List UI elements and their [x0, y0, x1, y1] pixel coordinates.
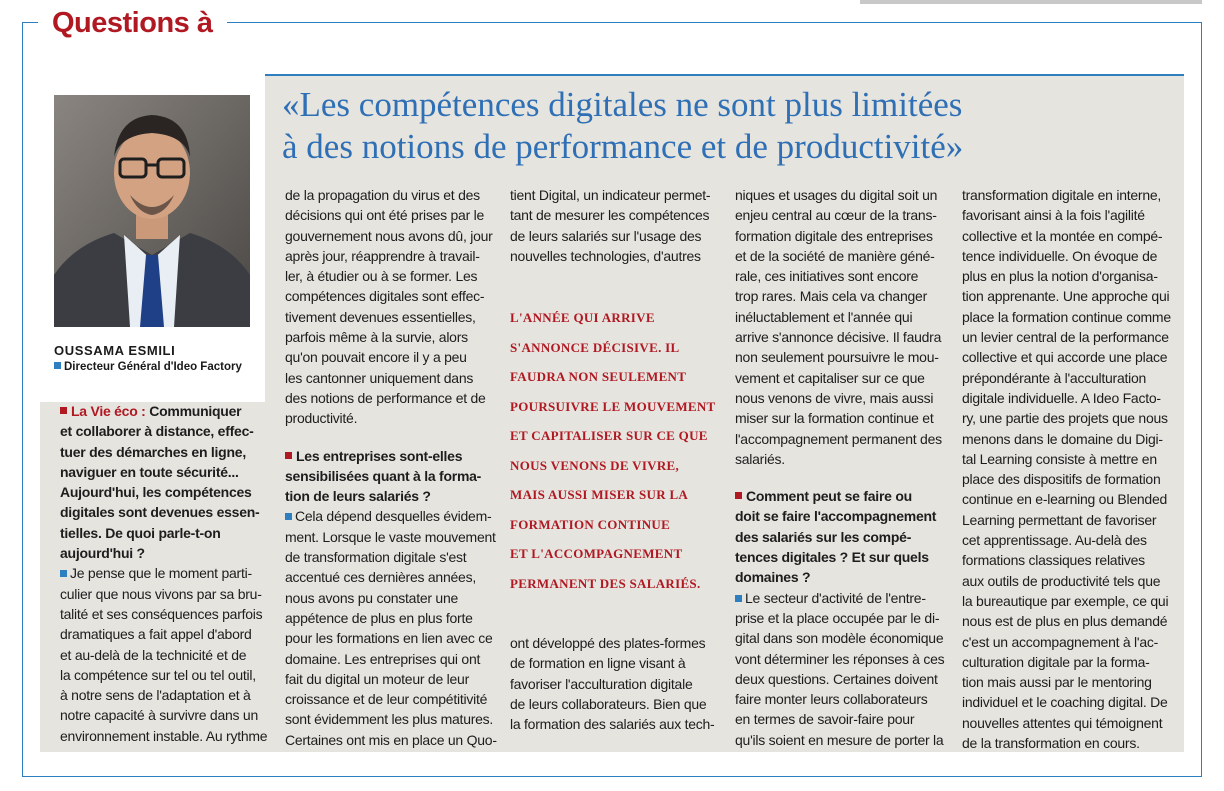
headline-rule [265, 74, 1184, 76]
answer-3: Le secteur d'activité de l'entre- prise et la place occupée par le di- gital dans son modèle économique vont déterminer les réponses à ces deux questions. Certaines doivent faire monter leurs collaborateurs en termes de savoir-faire pour qu'ils soient en mesure de porter la [735, 589, 945, 748]
interviewee-role: Directeur Général d'Ideo Factory [54, 361, 242, 373]
square-bullet-icon [735, 492, 742, 499]
square-bullet-icon [60, 407, 67, 414]
answer-2: Cela dépend desquelles évidem- ment. Lorsque le vaste mouvement de transformation digitale s'est accentué ces dernières années, nous avons pu constater une appétence de plus en plus forte pour les formations en lien avec ce domaine. Les entreprises qui ont fait du digital un moteur de leur croissance et de leur compétitivité sont évidemment les plus matures. Certaines ont mis en place un Quo- [285, 508, 497, 748]
portrait-illustration [54, 95, 250, 327]
headline [282, 84, 1162, 168]
pull-quote: L'ANNÉE QUI ARRIVE S'ANNONCE DÉCISIVE. IL FAUDRA NON SEULEMENT POURSUIVRE LE MOUVEMENT ET CAPITALISER SUR CE QUE NOUS VENONS DE VIVRE, MAIS AUSSI MISER SUR LA FORMATION CONTINUE ET L'ACCOMPAGNEMENT PERMANENT DES SALARIÉS. [510, 310, 716, 591]
question-2: Les entreprises sont-elles sensibilisées quant à la forma- tion de leurs salariés ? [285, 447, 482, 505]
portrait-photo [54, 95, 250, 327]
interviewee-name: OUSSAMA ESMILI [54, 343, 176, 358]
section-title: Questions à [38, 6, 227, 40]
magazine-tag: La Vie éco : [71, 403, 146, 419]
answer-2-continued: niques et usages du digital soit un enjeu central au cœur de la trans- formation digitale des entreprises et de la société de manière géné- rale, ces initiatives sont encore trop rares. Mais cela va changer inéluctablement et l'année qui arrive s'annonce décisive. Il faudra non seulement poursuivre le mou- vement et capitaliser sur ce que nous venons de vivre, mais aussi miser sur la formation continue et l'accompagnement permanent des salariés. [735, 187, 942, 467]
column-2 [285, 185, 497, 750]
square-bullet-icon [60, 570, 67, 577]
answer-1-continued: de la propagation du virus et des décisions qui ont été prises par le gouvernement nous avons dû, jour après jour, réapprendre à travail- ler, à étudier ou à se former. Les compétences digitales sont effec- tivement devenues essentielles, parfois même à la survie, alors qu'on pouvait encore il y a peu les cantonner uniquement dans des notions de performance et de productivité. [285, 187, 493, 427]
column-1 [60, 401, 267, 746]
question-1: La Vie éco : Communiquer et collaborer à distance, effec- tuer des démarches en ligne, naviguer en toute sécurité... Aujourd'hui, les compétences digitales sont devenues essen- tielles. De quoi parle-t-on aujourd'hui ? [60, 403, 260, 562]
headline-line: «Les compétences digitales ne sont plus limitées [282, 85, 963, 124]
square-bullet-icon [285, 452, 292, 459]
question-3: Comment peut se faire ou doit se faire l'accompagnement des salariés sur les compé- tences digitales ? Et sur quels domaines ? [735, 488, 937, 586]
headline-line: à des notions de performance et de productivité» [282, 127, 964, 166]
square-bullet-icon [735, 595, 742, 602]
answer-1: Je pense que le moment parti- culier que nous vivons par sa bru- talité et ses conséquences parfois dramatiques a fait appel d'abord et au-delà de la technicité et de la compétence sur tel ou tel outil, à notre sens de l'adaptation et à notre capacité à survivre dans un environnement instable. Au rythme [60, 565, 268, 744]
column-4 [735, 185, 944, 750]
square-bullet-icon [54, 362, 61, 369]
square-bullet-icon [285, 513, 292, 520]
column-3-bottom: ont développé des plates-formes de formation en ligne visant à favoriser l'acculturation digitale de leurs collaborateurs. Bien que la formation des salariés aux tech- [510, 635, 715, 733]
column-5: transformation digitale en interne, favorisant ainsi à la fois l'agilité collective et la montée en compé- tence individuelle. On évoque de plus en plus la notion d'organisa- tion apprenante. Une approche qui place la formation continue comme un levier central de la performance collective et qui accorde une place prépondérante à l'acculturation digitale individuelle. A Ideo Facto- ry, une partie des projets que nous menons dans le domaine du Digi- tal Learning consiste à mettre en place des dispositifs de formation continue en e-learning ou Blended Learning permettant de favoriser cet apprentissage. Au-delà des formations classiques relatives aux outils de productivité tels que la bureautique par exemple, ce qui nous est de plus en plus demandé c'est un accompagnement à l'ac- culturation digitale par la forma- tion mais aussi par le mentoring individuel et le coaching digital. De nouvelles attentes qui témoignent de la transformation en cours. [962, 187, 1171, 752]
column-3-top: tient Digital, un indicateur permet- tant de mesurer les compétences de leurs salariés sur l'usage des nouvelles technologies, d'autres [510, 187, 711, 264]
top-rule [860, 0, 1202, 4]
